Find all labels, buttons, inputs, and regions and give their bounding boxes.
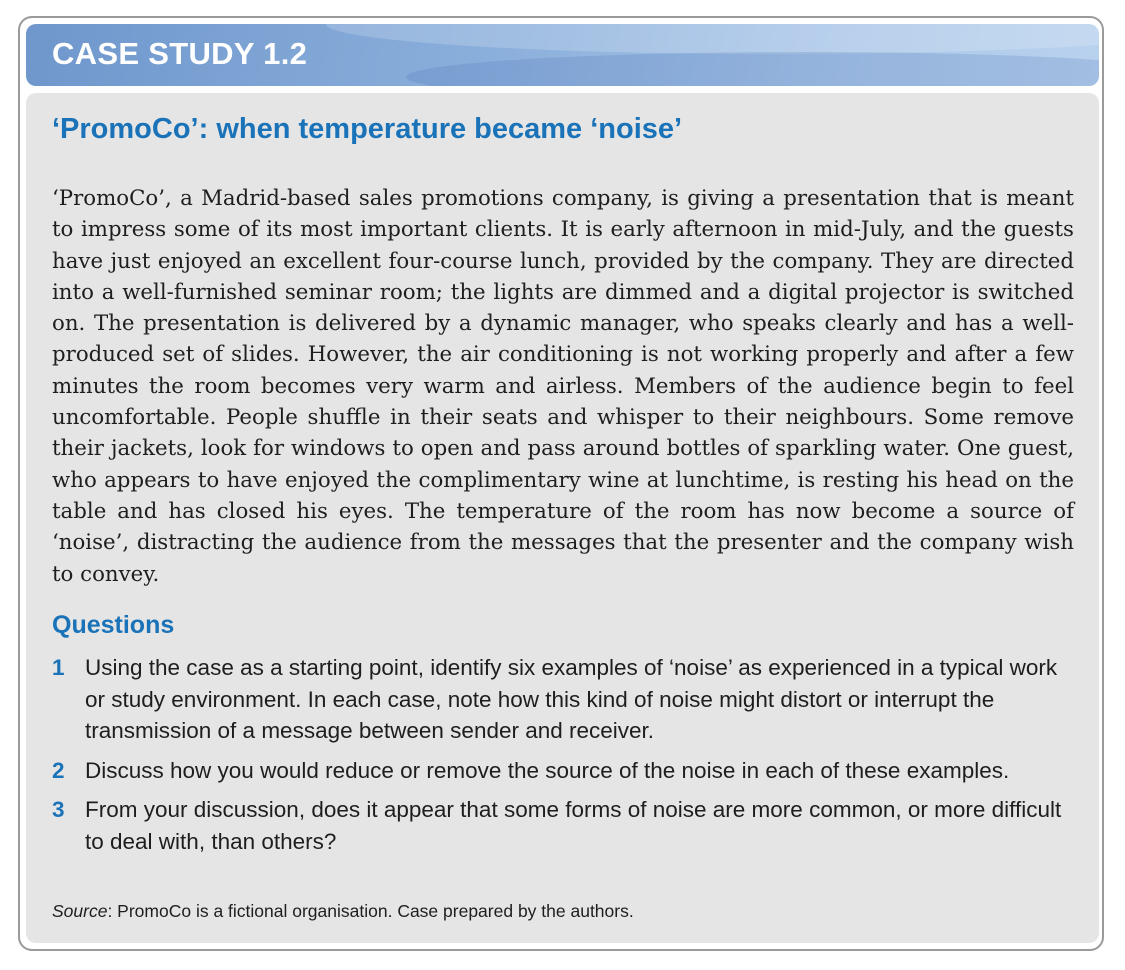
question-text: Using the case as a starting point, identify six examples of ‘noise’ as experienced in a typical work or study environment. In each case, note how this kind of noise might distort or interrupt the transmission of a message between sender and receiver. (85, 655, 1058, 743)
question-number: 3 (52, 797, 65, 822)
case-title: ‘PromoCo’: when temperature became ‘noise’ (52, 113, 683, 145)
source-label: Source (52, 901, 108, 921)
source-note (52, 901, 634, 922)
source-text: : PromoCo is a fictional organisation. Case prepared by the authors. (107, 901, 634, 921)
banner-label: CASE STUDY 1.2 (52, 36, 308, 71)
question-item (52, 794, 1082, 857)
questions-heading: Questions (52, 611, 175, 639)
question-number: 2 (52, 757, 65, 783)
question-item (52, 652, 1082, 747)
question-number: 1 (52, 655, 65, 680)
question-text: From your discussion, does it appear that some forms of noise are more common, or more difficult to deal with, than others? (85, 797, 1062, 854)
case-study-panel (26, 93, 1099, 943)
case-study-banner (26, 24, 1099, 86)
question-text: Discuss how you would reduce or remove the source of the noise in each of these examples. (85, 757, 1010, 783)
case-body-text: ‘PromoCo’, a Madrid-based sales promotions company, is giving a presentation that is meant to impress some of its most important clients. It is early afternoon in mid-July, and the guests have just enjoyed an excellent four-course lunch, provided by the company. They are directed into a well-furnished seminar room; the lights are dimmed and a digital projector is switched on. The presentation is delivered by a dynamic manager, who speaks clearly and has a well-produced set of slides. However, the air conditioning is not working properly and after a few minutes the room becomes very warm and airless. Members of the audience begin to feel uncomfortable. People shuffle in their seats and whisper to their neighbours. Some remove their jackets, look for windows to open and pass around bottles of sparkling water. One guest, who appears to have enjoyed the complimentary wine at lunchtime, is resting his head on the table and has closed his eyes. The temperature of the room has now become a source of ‘noise’, distracting the audience from the messages that the presenter and the company wish to convey. (52, 186, 1074, 587)
questions-list (52, 652, 1082, 857)
question-item (52, 755, 1082, 787)
